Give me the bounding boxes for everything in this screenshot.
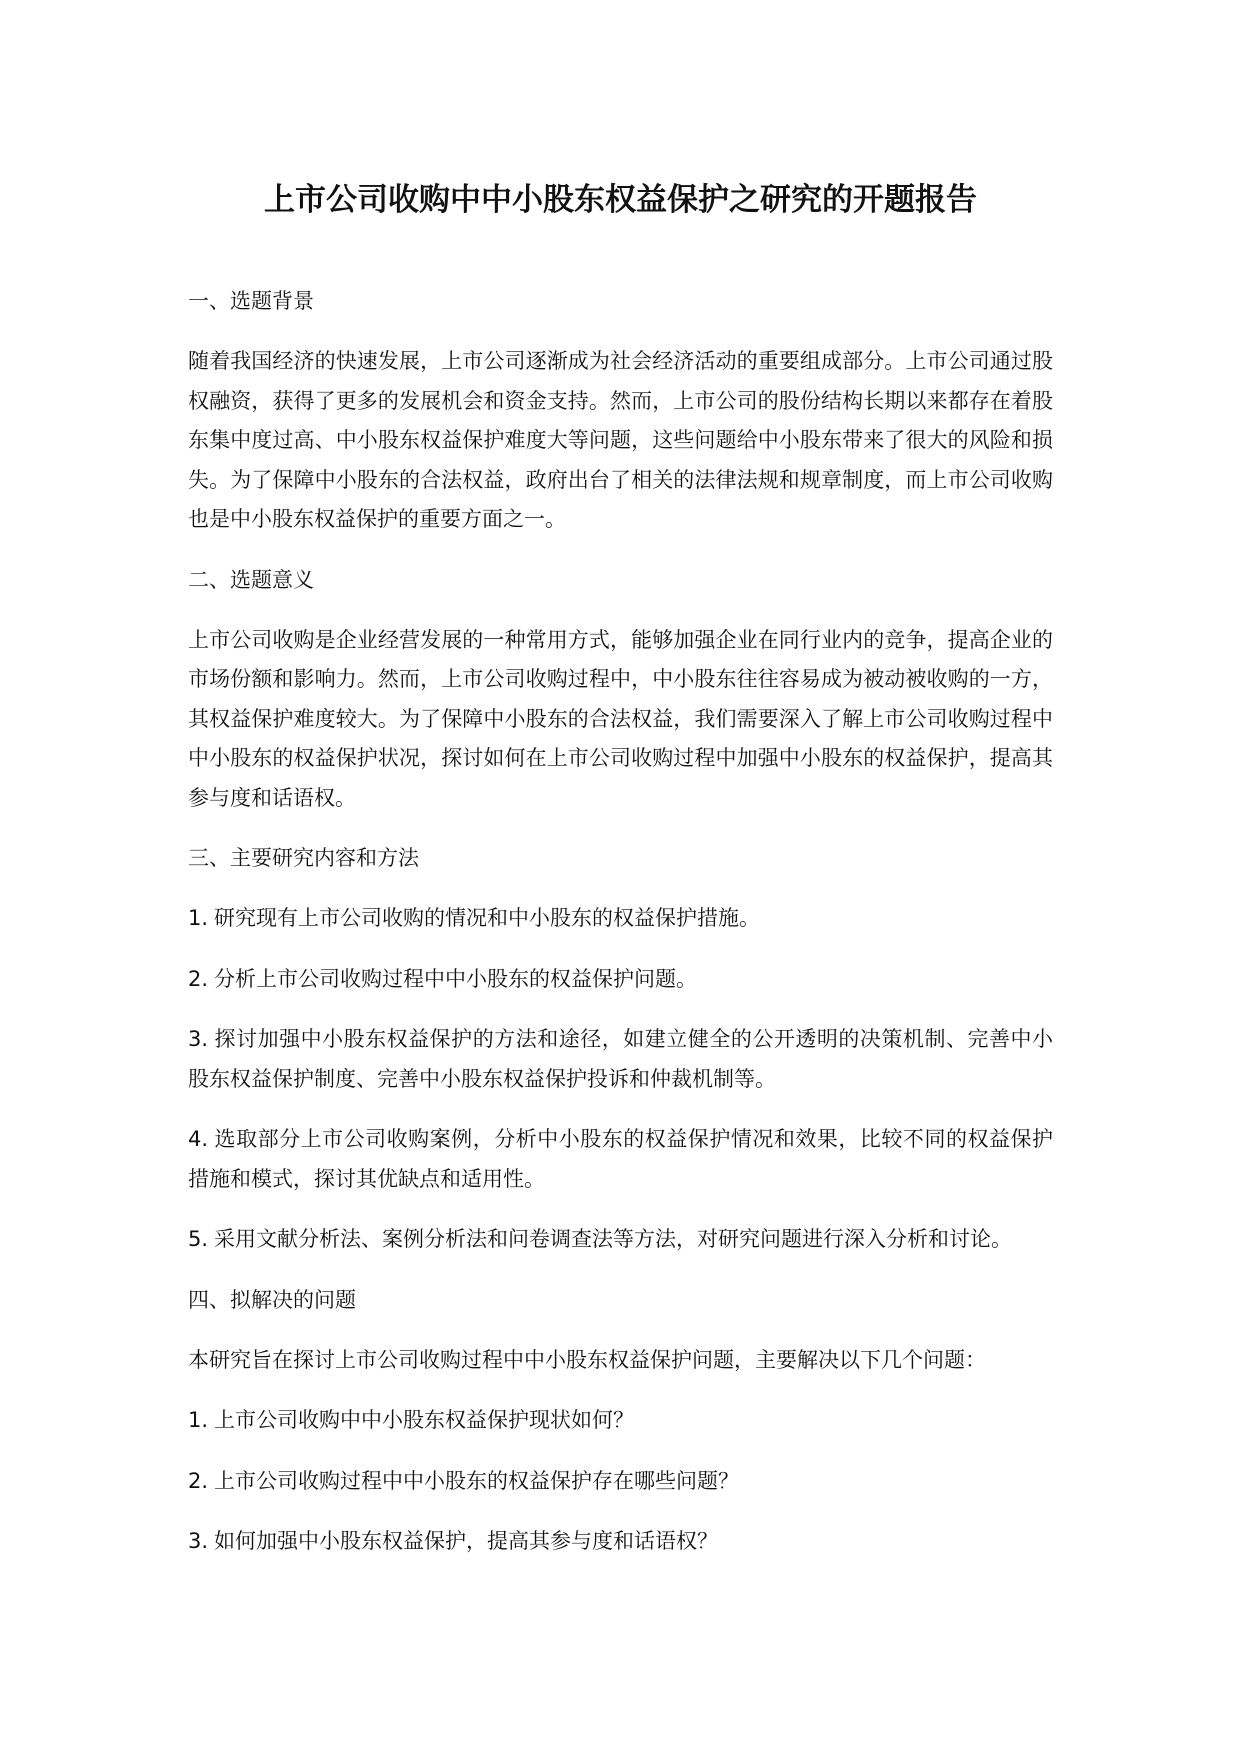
list-item xyxy=(188,1220,1053,1260)
document-title: 上市公司收购中中小股东权益保护之研究的开题报告 xyxy=(264,182,977,218)
list-item xyxy=(188,1522,1053,1562)
list-item-text: 分析上市公司收购过程中中小股东的权益保护问题。 xyxy=(214,966,698,991)
section-heading-research-content: 三、主要研究内容和方法 xyxy=(188,846,419,870)
list-item-number: 2. xyxy=(188,966,209,991)
list-item xyxy=(188,899,1053,939)
list-item xyxy=(188,1401,1053,1441)
list-item-number: 1. xyxy=(188,1408,209,1432)
list-item-number: 4. xyxy=(188,1127,209,1151)
section-intro: 本研究旨在探讨上市公司收购过程中中小股东权益保护问题，主要解决以下几个问题： xyxy=(188,1347,986,1372)
list-item-text: 研究现有上市公司收购的情况和中小股东的权益保护措施。 xyxy=(214,906,761,930)
list-item-text: 采用文献分析法、案例分析法和问卷调查法等方法，对研究问题进行深入分析和讨论。 xyxy=(214,1227,1013,1251)
list-item xyxy=(188,960,1053,1000)
list-item-text: 上市公司收购过程中中小股东的权益保护存在哪些问题？ xyxy=(214,1468,740,1493)
list-item-number: 2. xyxy=(188,1468,209,1493)
list-item-text: 选取部分上市公司收购案例，分析中小股东的权益保护情况和效果，比较不同的权益保护措施和模式，探讨其优缺点和适用性。 xyxy=(188,1127,1053,1191)
list-item xyxy=(188,1020,1053,1099)
list-item xyxy=(188,1462,1053,1502)
list-item-number: 5. xyxy=(188,1227,209,1251)
list-item-text: 探讨加强中小股东权益保护的方法和途径，如建立健全的公开透明的决策机制、完善中小股东权益保护制度、完善中小股东权益保护投诉和仲裁机制等。 xyxy=(188,1027,1053,1091)
section-paragraph: 上市公司收购是企业经营发展的一种常用方式，能够加强企业在同行业内的竞争，提高企业的市场份额和影响力。然而，上市公司收购过程中，中小股东往往容易成为被动被收购的一方，其权益保护难度较大。为了保障中小股东的合法权益，我们需要深入了解上市公司收购过程中中小股东的权益保护状况，探讨如何在上市公司收购过程中加强中小股东的权益保护，提高其参与度和话语权。 xyxy=(188,627,1053,810)
list-item-number: 3. xyxy=(188,1027,209,1051)
section-paragraph: 随着我国经济的快速发展，上市公司逐渐成为社会经济活动的重要组成部分。上市公司通过股权融资，获得了更多的发展机会和资金支持。然而，上市公司的股份结构长期以来都存在着股东集中度过高、中小股东权益保护难度大等问题，这些问题给中小股东带来了很大的风险和损失。为了保障中小股东的合法权益，政府出台了相关的法律法规和规章制度，而上市公司收购也是中小股东权益保护的重要方面之一。 xyxy=(188,349,1053,531)
section-heading-significance: 二、选题意义 xyxy=(188,567,314,592)
list-item xyxy=(188,1120,1053,1199)
document-body xyxy=(188,282,1053,1583)
section-heading-background: 一、选题背景 xyxy=(188,289,314,313)
list-item-text: 上市公司收购中中小股东权益保护现状如何？ xyxy=(214,1408,635,1432)
list-item-number: 1. xyxy=(188,906,209,930)
list-item-number: 3. xyxy=(188,1529,209,1553)
list-item-text: 如何加强中小股东权益保护，提高其参与度和话语权？ xyxy=(214,1529,719,1553)
section-heading-problems: 四、拟解决的问题 xyxy=(188,1287,356,1312)
